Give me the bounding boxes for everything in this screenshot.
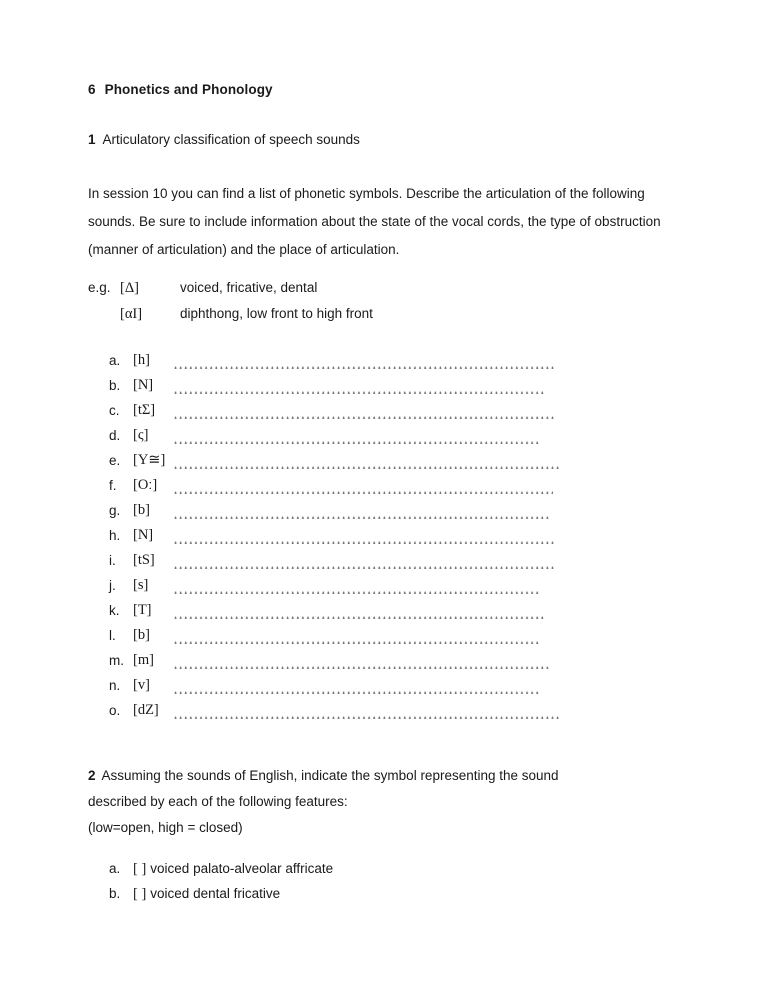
example-symbol: [αI]	[120, 306, 143, 322]
answer-row-marker: g.	[109, 503, 121, 518]
answer-row-marker: o.	[109, 703, 121, 718]
answer-row-marker: d.	[109, 428, 121, 443]
answer-row-dotted-line[interactable]	[173, 405, 554, 419]
answer-row-symbol: [b]	[133, 502, 150, 518]
answer-row	[88, 402, 588, 427]
feature-row-marker: a.	[109, 861, 121, 876]
answer-row-dotted-line[interactable]	[173, 505, 549, 519]
answer-row	[88, 427, 588, 452]
section-2-number: 2	[88, 768, 96, 783]
answer-row-marker: a.	[109, 353, 121, 368]
answer-row-symbol: [b]	[133, 627, 150, 643]
answer-row-symbol: [m]	[133, 652, 154, 668]
answer-row-dotted-line[interactable]	[173, 455, 561, 469]
answer-row	[88, 702, 588, 727]
example-row	[88, 306, 373, 323]
section-1-intro-paragraph: In session 10 you can find a list of phonetic symbols. Describe the articulation of the following sounds. Be sure to include information about the state of the vocal cords, the type of obstruction (manner of articulation) and the place of articulation.	[88, 186, 661, 257]
section-2-line-3: (low=open, high = closed)	[88, 820, 243, 835]
answer-row-dotted-line[interactable]	[173, 630, 541, 644]
answer-list	[88, 352, 588, 727]
answer-row-marker: c.	[109, 403, 120, 418]
answer-row-marker: h.	[109, 528, 121, 543]
answer-row	[88, 677, 588, 702]
answer-row-dotted-line[interactable]	[173, 655, 549, 669]
answer-row	[88, 527, 588, 552]
answer-row-dotted-line[interactable]	[173, 380, 545, 394]
feature-row	[88, 861, 568, 886]
feature-row-description: voiced dental fricative	[150, 886, 281, 901]
answer-row-symbol: [s]	[133, 577, 149, 593]
answer-row-symbol: [T]	[133, 602, 152, 618]
answer-row-dotted-line[interactable]	[173, 480, 553, 494]
answer-row-marker: e.	[109, 453, 121, 468]
example-label: e.g.	[88, 280, 111, 295]
feature-row-answer-blank[interactable]: [ ]	[133, 886, 147, 902]
answer-row	[88, 502, 588, 527]
feature-row	[88, 886, 568, 911]
answer-row-dotted-line[interactable]	[173, 530, 555, 544]
answer-row	[88, 377, 588, 402]
section-2-line-1: Assuming the sounds of English, indicate the symbol representing the sound	[101, 768, 559, 783]
section-2-block	[88, 763, 668, 841]
example-description: voiced, fricative, dental	[180, 280, 318, 295]
answer-row-marker: n.	[109, 678, 121, 693]
section-1-heading-text: Articulatory classification of speech sounds	[102, 132, 360, 147]
answer-row-symbol: [ς]	[133, 427, 149, 443]
answer-row-marker: m.	[109, 653, 124, 668]
section-2-line-2: described by each of the following features:	[88, 794, 348, 809]
answer-row	[88, 577, 588, 602]
feature-row-description: voiced palato-alveolar affricate	[150, 861, 334, 876]
answer-row-dotted-line[interactable]	[173, 430, 539, 444]
page-title-number: 6	[88, 82, 96, 97]
answer-row-symbol: [dZ]	[133, 702, 159, 718]
answer-row-symbol: [tΣ]	[133, 402, 156, 418]
answer-row-dotted-line[interactable]	[173, 605, 545, 619]
answer-row-symbol: [N]	[133, 527, 154, 543]
answer-row-dotted-line[interactable]	[173, 555, 554, 569]
example-description: diphthong, low front to high front	[180, 306, 373, 321]
answer-row-dotted-line[interactable]	[173, 680, 539, 694]
answer-row-symbol: [h]	[133, 352, 150, 368]
answer-row-dotted-line[interactable]	[173, 705, 560, 719]
answer-row-dotted-line[interactable]	[173, 355, 555, 369]
answer-row-marker: j.	[109, 578, 116, 593]
answer-row	[88, 352, 588, 377]
section-1-heading	[88, 132, 360, 147]
answer-row-symbol: [N]	[133, 377, 154, 393]
feature-row-marker: b.	[109, 886, 121, 901]
section-1-number: 1	[88, 132, 96, 147]
answer-row	[88, 627, 588, 652]
page-title	[88, 82, 273, 97]
example-row	[88, 280, 317, 297]
answer-row	[88, 477, 588, 502]
answer-row-marker: l.	[109, 628, 116, 643]
answer-row	[88, 652, 588, 677]
answer-row-marker: k.	[109, 603, 120, 618]
answer-row-marker: f.	[109, 478, 117, 493]
example-symbol: [Δ]	[120, 280, 139, 296]
answer-row-symbol: [Y≅]	[133, 452, 166, 468]
answer-row-symbol: [v]	[133, 677, 150, 693]
page-title-text: Phonetics and Phonology	[104, 82, 273, 97]
answer-row-dotted-line[interactable]	[173, 580, 539, 594]
answer-row-marker: i.	[109, 553, 116, 568]
answer-row	[88, 552, 588, 577]
answer-row	[88, 602, 588, 627]
feature-list	[88, 861, 568, 911]
answer-row	[88, 452, 588, 477]
feature-row-answer-blank[interactable]: [ ]	[133, 861, 147, 877]
answer-row-symbol: [Oː]	[133, 477, 158, 493]
answer-row-symbol: [tS]	[133, 552, 155, 568]
answer-row-marker: b.	[109, 378, 121, 393]
